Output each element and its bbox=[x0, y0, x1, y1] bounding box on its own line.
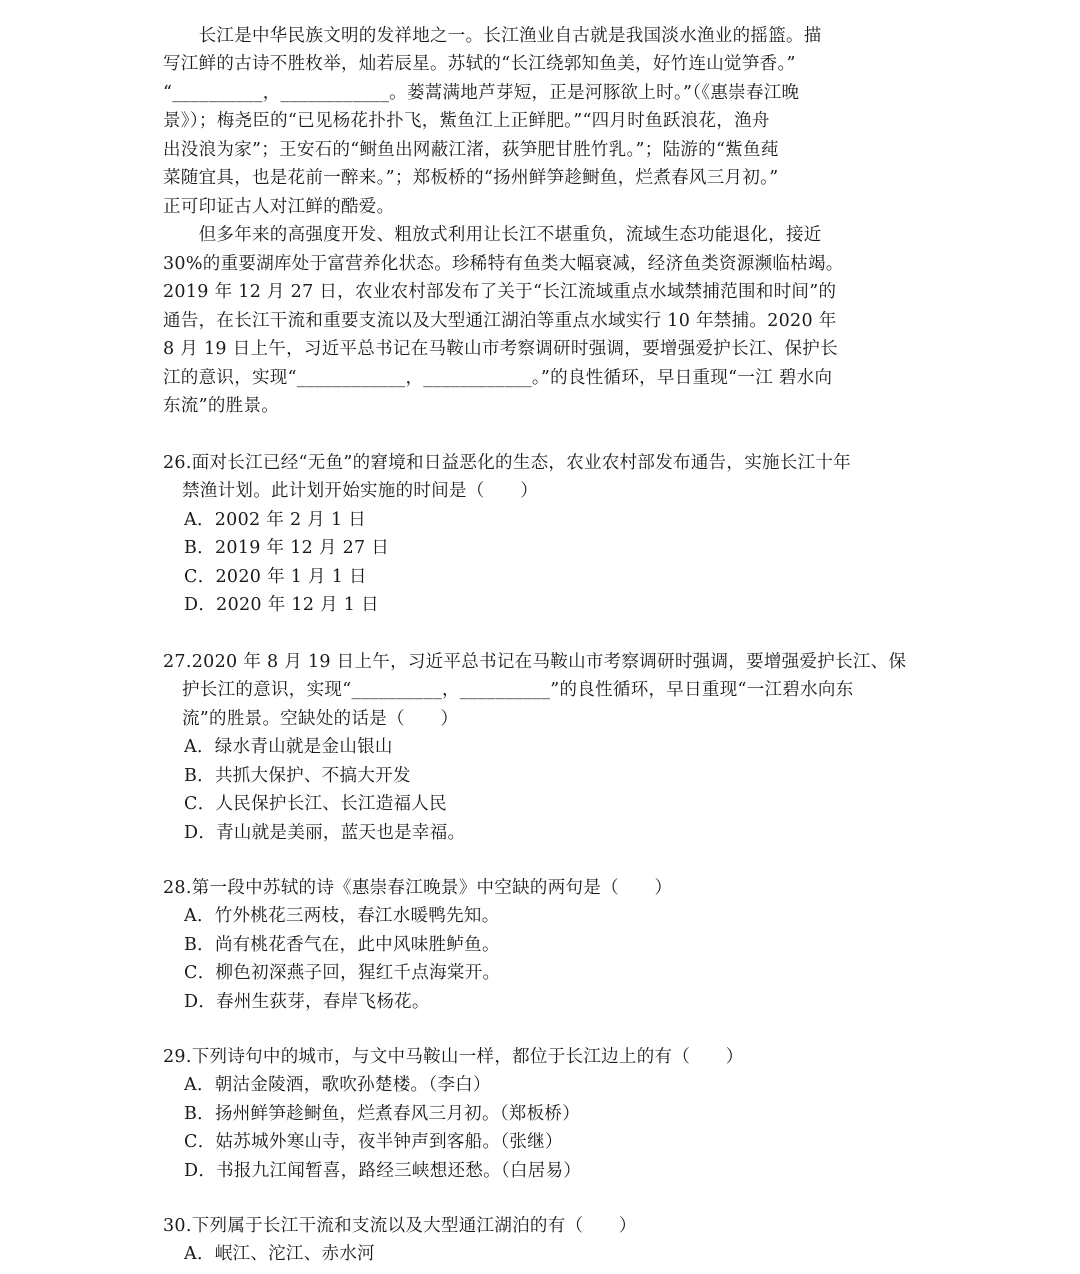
question-stem: 27.2020 年 8 月 19 日上午，习近平总书记在马鞍山市考察调研时强调，要增强爱护长江、保 bbox=[163, 652, 907, 672]
passage-line: 江的意识，实现“____________，____________。”的良性循环，早日重现“一江 碧水向 bbox=[163, 368, 833, 388]
option-a[interactable]: A．竹外桃花三两枝，春江水暖鸭先知。 bbox=[184, 906, 500, 926]
passage-line: 菜随宜具，也是花前一醉来。”；郑板桥的“扬州鲜笋趁鲥鱼，烂煮春风三月初。” bbox=[163, 168, 779, 188]
option-b[interactable]: B．扬州鲜笋趁鲥鱼，烂煮春风三月初。（郑板桥） bbox=[184, 1104, 581, 1124]
option-d[interactable]: D．青山就是美丽，蓝天也是幸福。 bbox=[184, 823, 466, 843]
option-c[interactable]: C．姑苏城外寒山寺，夜半钟声到客船。（张继） bbox=[184, 1132, 563, 1152]
option-b[interactable]: B．2019 年 12 月 27 日 bbox=[184, 538, 390, 558]
passage-line: 通告，在长江干流和重要支流以及大型通江湖泊等重点水域实行 10 年禁捕。2020 年 bbox=[163, 311, 837, 331]
passage-line: 2019 年 12 月 27 日，农业农村部发布了关于“长江流域重点水域禁捕范围和时间”的 bbox=[163, 282, 837, 302]
passage-line: 8 月 19 日上午，习近平总书记在马鞍山市考察调研时强调，要增强爱护长江、保护长 bbox=[163, 339, 838, 359]
option-a[interactable]: A．岷江、沱江、赤水河 bbox=[184, 1244, 375, 1264]
option-b[interactable]: B．尚有桃花香气在，此中风味胜鲈鱼。 bbox=[184, 935, 500, 955]
passage-line: “__________，____________。蒌蒿满地芦芽短，正是河豚欲上时。”（《惠崇春江晚 bbox=[163, 83, 800, 103]
option-a[interactable]: A．绿水青山就是金山银山 bbox=[184, 737, 393, 757]
passage-line: 30%的重要湖库处于富营养化状态。珍稀特有鱼类大幅衰减，经济鱼类资源濒临枯竭。 bbox=[163, 254, 844, 274]
option-a[interactable]: A．2002 年 2 月 1 日 bbox=[184, 510, 367, 530]
option-d[interactable]: D．春州生荻芽，春岸飞杨花。 bbox=[184, 992, 430, 1012]
option-d[interactable]: D．2020 年 12 月 1 日 bbox=[184, 595, 379, 615]
option-c[interactable]: C．2020 年 1 月 1 日 bbox=[184, 567, 367, 587]
passage-line: 东流”的胜景。 bbox=[163, 396, 280, 416]
passage-line: 写江鲜的古诗不胜枚举，灿若辰星。苏轼的“长江绕郭知鱼美，好竹连山觉笋香。” bbox=[163, 54, 796, 74]
question-stem: 30.下列属于长江干流和支流以及大型通江湖泊的有（ ） bbox=[163, 1216, 637, 1236]
passage-line: 正可印证古人对江鲜的酷爱。 bbox=[163, 197, 395, 217]
option-a[interactable]: A．朝沽金陵酒，歌吹孙楚楼。（李白） bbox=[184, 1075, 491, 1095]
passage-line: 但多年来的高强度开发、粗放式利用让长江不堪重负，流域生态功能退化，接近 bbox=[163, 225, 822, 245]
option-c[interactable]: C．人民保护长江、长江造福人民 bbox=[184, 794, 447, 814]
question-stem: 护长江的意识，实现“__________，__________”的良性循环，早日重现“一江碧水向东 bbox=[182, 680, 854, 700]
passage-line: 长江是中华民族文明的发祥地之一。长江渔业自古就是我国淡水渔业的摇篮。描 bbox=[163, 26, 822, 46]
question-stem: 29.下列诗句中的城市，与文中马鞍山一样，都位于长江边上的有（ ） bbox=[163, 1047, 744, 1067]
passage-line: 景》）；梅尧臣的“已见杨花扑扑飞，鮆鱼江上正鲜肥。”“四月时鱼跃浪花，渔舟 bbox=[163, 111, 770, 131]
question-stem: 流”的胜景。空缺处的话是（ ） bbox=[182, 709, 459, 729]
option-b[interactable]: B．共抓大保护、不搞大开发 bbox=[184, 766, 411, 786]
question-stem: 禁渔计划。此计划开始实施的时间是（ ） bbox=[182, 481, 538, 501]
option-c[interactable]: C．柳色初深燕子回，猩红千点海棠开。 bbox=[184, 963, 501, 983]
question-stem: 28.第一段中苏轼的诗《惠崇春江晚景》中空缺的两句是（ ） bbox=[163, 878, 673, 898]
passage-line: 出没浪为家”；王安石的“鲥鱼出网蔽江渚，荻笋肥甘胜竹乳。”；陆游的“鮆鱼莼 bbox=[163, 140, 779, 160]
question-stem: 26.面对长江已经“无鱼”的窘境和日益恶化的生态，农业农村部发布通告，实施长江十年 bbox=[163, 453, 852, 473]
option-d[interactable]: D．书报九江闻暂喜，路经三峡想还愁。（白居易） bbox=[184, 1161, 582, 1181]
